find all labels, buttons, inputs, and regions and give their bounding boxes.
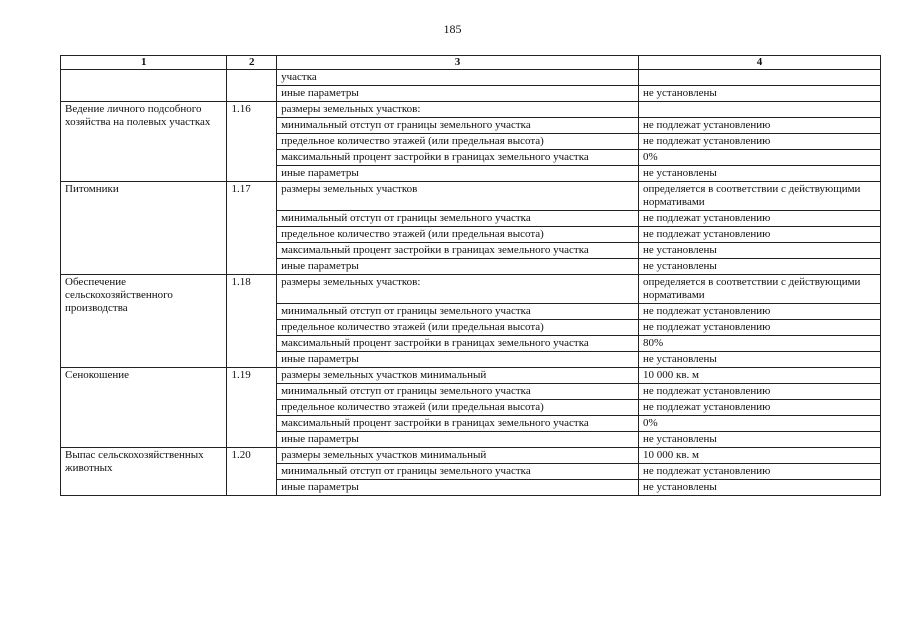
- value-cell: не установлены: [639, 432, 881, 448]
- param-cell: иные параметры: [277, 86, 639, 102]
- table-row: [61, 102, 881, 118]
- param-cell: размеры земельных участков минимальный: [277, 368, 639, 384]
- column-header-4: 4: [639, 56, 881, 70]
- param-cell: размеры земельных участков: [277, 182, 639, 211]
- value-cell: определяется в соответствии с действующими нормативами: [639, 182, 881, 211]
- column-header-3: 3: [277, 56, 639, 70]
- use-name-cell: Выпас сельскохозяйственных животных: [61, 448, 227, 496]
- param-cell: минимальный отступ от границы земельного участка: [277, 211, 639, 227]
- param-cell: минимальный отступ от границы земельного участка: [277, 304, 639, 320]
- param-cell: максимальный процент застройки в границах земельного участка: [277, 336, 639, 352]
- column-header-2: 2: [227, 56, 277, 70]
- value-cell: не установлены: [639, 166, 881, 182]
- param-cell: предельное количество этажей (или предельная высота): [277, 134, 639, 150]
- value-cell: 10 000 кв. м: [639, 368, 881, 384]
- code-cell: 1.19: [227, 368, 277, 448]
- value-cell: 80%: [639, 336, 881, 352]
- value-cell: определяется в соответствии с действующими нормативами: [639, 275, 881, 304]
- use-name-cell: [61, 70, 227, 102]
- value-cell: не установлены: [639, 480, 881, 496]
- param-cell: участка: [277, 70, 639, 86]
- column-number-row: [61, 56, 881, 70]
- value-cell: [639, 70, 881, 86]
- value-cell: не установлены: [639, 86, 881, 102]
- code-cell: [227, 70, 277, 102]
- param-cell: предельное количество этажей (или предельная высота): [277, 400, 639, 416]
- value-cell: не подлежат установлению: [639, 464, 881, 480]
- table-row: [61, 275, 881, 304]
- param-cell: максимальный процент застройки в границах земельного участка: [277, 243, 639, 259]
- param-cell: минимальный отступ от границы земельного участка: [277, 384, 639, 400]
- value-cell: не подлежат установлению: [639, 211, 881, 227]
- code-cell: 1.18: [227, 275, 277, 368]
- use-name-cell: Питомники: [61, 182, 227, 275]
- value-cell: не подлежат установлению: [639, 400, 881, 416]
- value-cell: не подлежат установлению: [639, 384, 881, 400]
- param-cell: иные параметры: [277, 480, 639, 496]
- value-cell: не подлежат установлению: [639, 320, 881, 336]
- value-cell: не подлежат установлению: [639, 227, 881, 243]
- param-cell: иные параметры: [277, 352, 639, 368]
- use-name-cell: Обеспечение сельскохозяйственного производства: [61, 275, 227, 368]
- code-cell: 1.17: [227, 182, 277, 275]
- value-cell: не установлены: [639, 259, 881, 275]
- param-cell: предельное количество этажей (или предельная высота): [277, 320, 639, 336]
- param-cell: минимальный отступ от границы земельного участка: [277, 118, 639, 134]
- param-cell: размеры земельных участков:: [277, 102, 639, 118]
- table-row: [61, 182, 881, 211]
- page-number: 185: [443, 22, 462, 36]
- param-cell: минимальный отступ от границы земельного участка: [277, 464, 639, 480]
- table-row: [61, 70, 881, 86]
- value-cell: не установлены: [639, 352, 881, 368]
- code-cell: 1.20: [227, 448, 277, 496]
- value-cell: [639, 102, 881, 118]
- use-name-cell: Ведение личного подсобного хозяйства на полевых участках: [61, 102, 227, 182]
- param-cell: размеры земельных участков минимальный: [277, 448, 639, 464]
- table-row: [61, 448, 881, 464]
- param-cell: иные параметры: [277, 432, 639, 448]
- value-cell: 0%: [639, 150, 881, 166]
- param-cell: максимальный процент застройки в границах земельного участка: [277, 416, 639, 432]
- use-name-cell: Сенокошение: [61, 368, 227, 448]
- value-cell: 10 000 кв. м: [639, 448, 881, 464]
- value-cell: не подлежат установлению: [639, 304, 881, 320]
- param-cell: иные параметры: [277, 259, 639, 275]
- column-header-1: 1: [61, 56, 227, 70]
- value-cell: не подлежат установлению: [639, 134, 881, 150]
- value-cell: не установлены: [639, 243, 881, 259]
- param-cell: размеры земельных участков:: [277, 275, 639, 304]
- param-cell: максимальный процент застройки в границах земельного участка: [277, 150, 639, 166]
- param-cell: предельное количество этажей (или предельная высота): [277, 227, 639, 243]
- value-cell: 0%: [639, 416, 881, 432]
- land-use-parameters-table: [60, 55, 881, 496]
- value-cell: не подлежат установлению: [639, 118, 881, 134]
- param-cell: иные параметры: [277, 166, 639, 182]
- table-row: [61, 368, 881, 384]
- code-cell: 1.16: [227, 102, 277, 182]
